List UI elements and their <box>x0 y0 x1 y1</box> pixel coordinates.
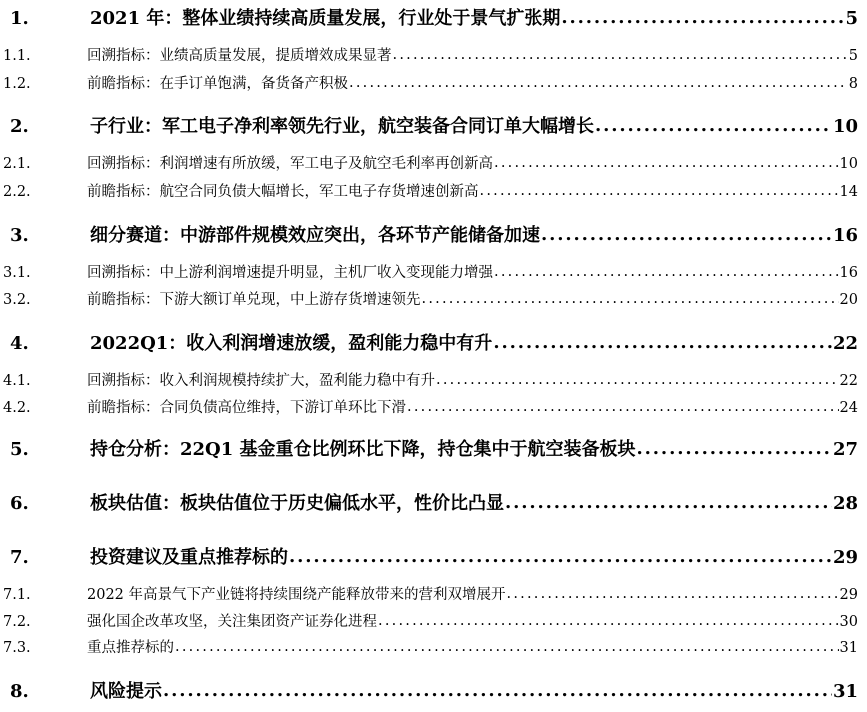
dot-leader <box>561 7 844 28</box>
toc-entry-3-2[interactable] <box>0 288 858 310</box>
toc-number: 4.2. <box>3 400 31 416</box>
toc-number: 1. <box>10 8 29 29</box>
toc-page-number: 22 <box>839 373 858 389</box>
toc-title: 前瞻指标：合同负债高位维持，下游订单环比下滑 <box>87 400 406 416</box>
toc-entry-2-1[interactable] <box>0 152 858 174</box>
toc-page-number: 27 <box>832 439 858 460</box>
toc-entry-3[interactable] <box>0 221 858 247</box>
dot-leader <box>436 372 839 388</box>
toc-page-number: 5 <box>848 48 858 64</box>
toc-entry-4[interactable] <box>0 329 858 355</box>
dot-leader <box>494 155 839 171</box>
toc-page-number: 5 <box>845 8 858 29</box>
toc-entry-3-1[interactable] <box>0 261 858 283</box>
toc-page-number: 29 <box>832 547 858 568</box>
dot-leader <box>163 680 832 701</box>
dot-leader <box>494 264 839 280</box>
toc-entry-4-1[interactable] <box>0 369 858 391</box>
toc-number: 3.1. <box>3 265 31 281</box>
toc-title: 子行业：军工电子净利率领先行业，航空装备合同订单大幅增长 <box>90 116 594 137</box>
toc-page-number: 16 <box>832 225 858 246</box>
toc-entry-8[interactable] <box>0 677 858 703</box>
toc-page-number: 28 <box>832 493 858 514</box>
toc-entry-1-1[interactable] <box>0 44 858 66</box>
toc-entry-2-2[interactable] <box>0 180 858 202</box>
dot-leader <box>175 639 839 655</box>
toc-number: 7. <box>10 547 29 568</box>
toc-entry-4-2[interactable] <box>0 396 858 418</box>
toc-page-number: 10 <box>832 116 858 137</box>
toc-number: 6. <box>10 493 29 514</box>
toc-entry-7-2[interactable] <box>0 610 858 632</box>
toc-title: 2021 年：整体业绩持续高质量发展，行业处于景气扩张期 <box>90 8 561 29</box>
toc-title: 回溯指标：中上游利润增速提升明显，主机厂收入变现能力增强 <box>87 265 493 281</box>
toc-title: 2022 年高景气下产业链将持续围绕产能释放带来的营利双增展开 <box>87 587 506 603</box>
toc-number: 4. <box>10 333 29 354</box>
toc-title: 回溯指标：收入利润规模持续扩大，盈利能力稳中有升 <box>87 373 435 389</box>
toc-number: 2.2. <box>3 184 31 200</box>
toc-page-number: 16 <box>839 265 858 281</box>
toc-title: 持仓分析：22Q1 基金重仓比例环比下降，持仓集中于航空装备板块 <box>90 439 636 460</box>
toc-page-number: 24 <box>839 400 858 416</box>
toc-title: 板块估值：板块估值位于历史偏低水平，性价比凸显 <box>90 493 504 514</box>
toc-page-number: 10 <box>839 156 858 172</box>
toc-entry-7[interactable] <box>0 543 858 569</box>
toc-page-number: 22 <box>832 333 858 354</box>
toc-entry-7-3[interactable] <box>0 636 858 658</box>
toc-page-number: 31 <box>832 681 858 702</box>
dot-leader <box>407 399 839 415</box>
toc-page-number: 14 <box>839 184 858 200</box>
toc-number: 7.3. <box>3 640 31 656</box>
toc-number: 3. <box>10 225 29 246</box>
toc-page-number: 29 <box>839 587 858 603</box>
dot-leader <box>493 332 832 353</box>
toc-title: 风险提示 <box>90 681 162 702</box>
toc-number: 7.2. <box>3 614 31 630</box>
toc-number: 4.1. <box>3 373 31 389</box>
toc-title: 细分赛道：中游部件规模效应突出，各环节产能储备加速 <box>90 225 540 246</box>
toc-page-number: 30 <box>839 614 858 630</box>
toc-page-number: 31 <box>839 640 858 656</box>
toc-number: 2.1. <box>3 156 31 172</box>
toc-title: 强化国企改革攻坚，关注集团资产证券化进程 <box>87 614 377 630</box>
toc-title: 前瞻指标：下游大额订单兑现，中上游存货增速领先 <box>87 292 421 308</box>
toc-title: 回溯指标：业绩高质量发展，提质增效成果显著 <box>87 48 392 64</box>
toc-title: 2022Q1：收入利润增速放缓，盈利能力稳中有升 <box>90 333 493 354</box>
toc-number: 8. <box>10 681 29 702</box>
toc-title: 重点推荐标的 <box>87 640 174 656</box>
toc-number: 7.1. <box>3 587 31 603</box>
toc-entry-6[interactable] <box>0 489 858 515</box>
dot-leader <box>637 438 832 459</box>
dot-leader <box>505 492 832 513</box>
dot-leader <box>541 224 832 245</box>
toc-title: 投资建议及重点推荐标的 <box>90 547 288 568</box>
toc-entry-1-2[interactable] <box>0 72 858 94</box>
toc-number: 3.2. <box>3 292 31 308</box>
toc-title: 前瞻指标：在手订单饱满，备货备产积极 <box>87 76 348 92</box>
toc-title: 前瞻指标：航空合同负债大幅增长，军工电子存货增速创新高 <box>87 184 479 200</box>
toc-number: 1.1. <box>3 48 31 64</box>
toc-page-number: 8 <box>848 76 858 92</box>
dot-leader <box>507 586 839 602</box>
dot-leader <box>378 613 839 629</box>
toc-title: 回溯指标：利润增速有所放缓，军工电子及航空毛利率再创新高 <box>87 156 493 172</box>
dot-leader <box>595 115 832 136</box>
toc-entry-7-1[interactable] <box>0 583 858 605</box>
dot-leader <box>349 75 848 91</box>
toc-number: 2. <box>10 116 29 137</box>
toc-page-number: 20 <box>839 292 858 308</box>
dot-leader <box>422 291 839 307</box>
toc-entry-1[interactable] <box>0 4 858 30</box>
toc-entry-5[interactable] <box>0 435 858 461</box>
dot-leader <box>480 183 839 199</box>
toc-number: 1.2. <box>3 76 31 92</box>
toc-entry-2[interactable] <box>0 112 858 138</box>
dot-leader <box>289 546 832 567</box>
dot-leader <box>393 47 848 63</box>
toc-number: 5. <box>10 439 29 460</box>
